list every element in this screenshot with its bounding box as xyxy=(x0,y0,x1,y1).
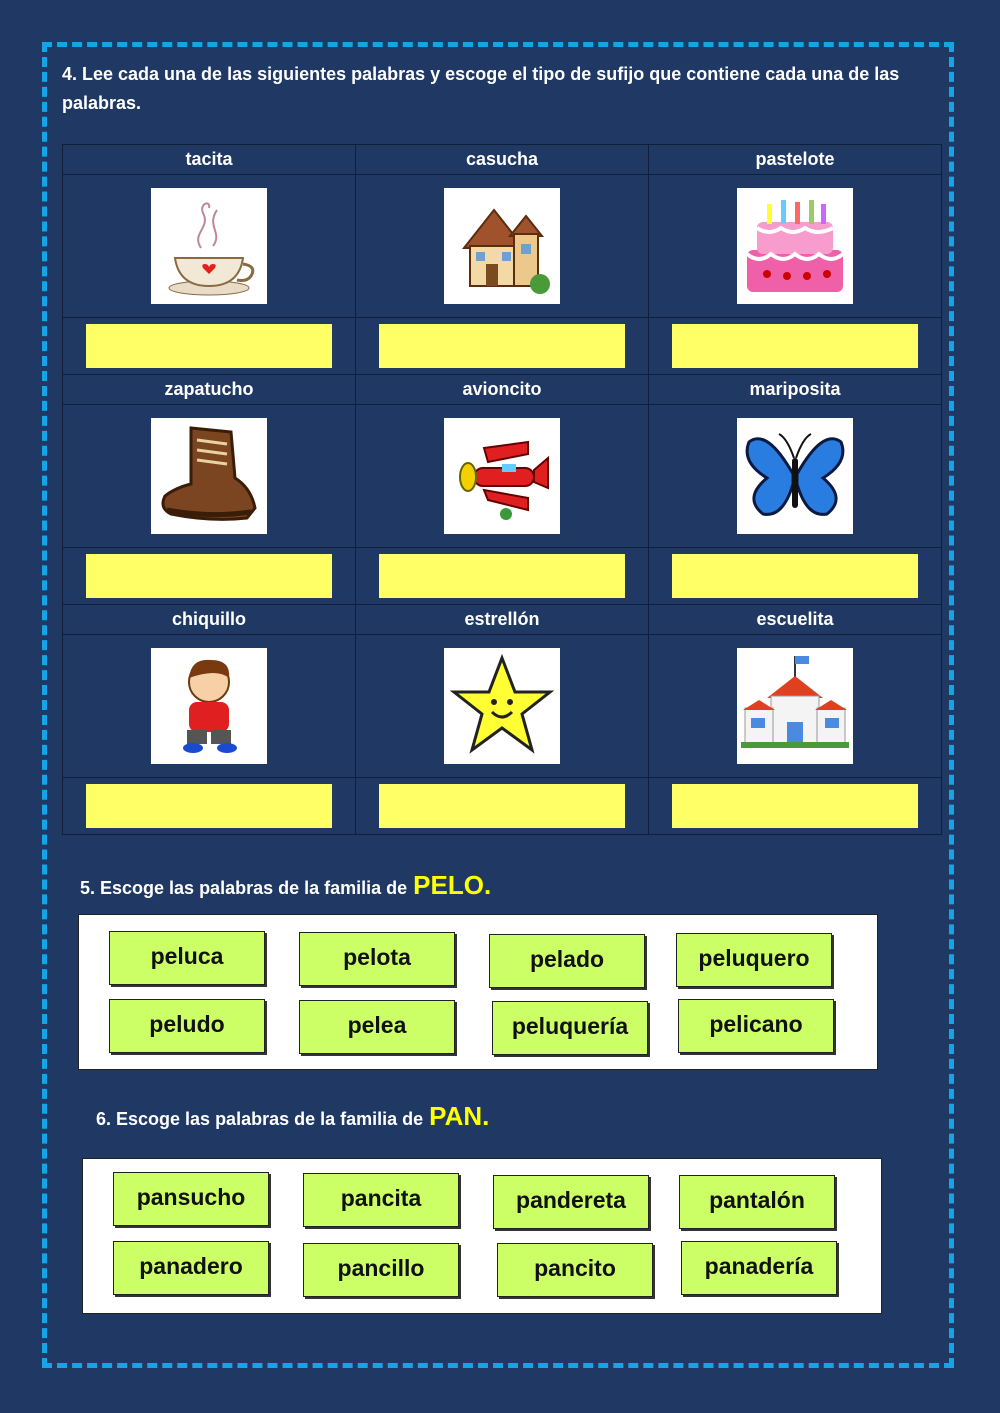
teacup-image xyxy=(151,188,267,304)
boy-image xyxy=(151,648,267,764)
question-5-options-panel xyxy=(78,914,878,1070)
option-chip[interactable]: pansucho xyxy=(113,1172,269,1226)
answer-box[interactable] xyxy=(86,324,332,368)
word-label: casucha xyxy=(356,145,649,175)
option-chip[interactable]: pantalón xyxy=(679,1175,835,1229)
question-5-prefix: 5. Escoge las palabras de la familia de xyxy=(80,878,408,898)
answer-box[interactable] xyxy=(86,784,332,828)
word-label: zapatucho xyxy=(63,375,356,405)
question-6-heading xyxy=(96,1101,489,1132)
option-chip[interactable]: pancito xyxy=(497,1243,653,1297)
word-grid xyxy=(62,144,942,835)
word-label: avioncito xyxy=(356,375,649,405)
answer-box[interactable] xyxy=(379,554,625,598)
question-4-instruction: 4. Lee cada una de las siguientes palabras y escoge el tipo de sufijo que contiene cada una de las palabras. xyxy=(62,64,900,113)
school-image xyxy=(737,648,853,764)
question-6-options-panel xyxy=(82,1158,882,1314)
cake-image xyxy=(737,188,853,304)
word-label: escuelita xyxy=(649,605,942,635)
word-label: estrellón xyxy=(356,605,649,635)
word-label: tacita xyxy=(63,145,356,175)
question-5-keyword: PELO. xyxy=(413,870,492,900)
option-chip[interactable]: pelea xyxy=(299,1000,455,1054)
option-chip[interactable]: peludo xyxy=(109,999,265,1053)
option-chip[interactable]: pancillo xyxy=(303,1243,459,1297)
answer-box[interactable] xyxy=(379,784,625,828)
answer-box[interactable] xyxy=(86,554,332,598)
question-5-heading xyxy=(80,870,491,901)
option-chip[interactable]: peluquería xyxy=(492,1001,648,1055)
option-chip[interactable]: panadero xyxy=(113,1241,269,1295)
option-chip[interactable]: pelado xyxy=(489,934,645,988)
butterfly-image xyxy=(737,418,853,534)
word-label: pastelote xyxy=(649,145,942,175)
option-chip[interactable]: peluquero xyxy=(676,933,832,987)
boot-image xyxy=(151,418,267,534)
question-6-keyword: PAN. xyxy=(429,1101,490,1131)
house-image xyxy=(444,188,560,304)
word-label: chiquillo xyxy=(63,605,356,635)
option-chip[interactable]: peluca xyxy=(109,931,265,985)
option-chip[interactable]: pandereta xyxy=(493,1175,649,1229)
airplane-image xyxy=(444,418,560,534)
answer-box[interactable] xyxy=(672,554,918,598)
option-chip[interactable]: pelicano xyxy=(678,999,834,1053)
question-6-prefix: 6. Escoge las palabras de la familia de xyxy=(96,1109,424,1129)
answer-box[interactable] xyxy=(672,324,918,368)
answer-box[interactable] xyxy=(672,784,918,828)
answer-box[interactable] xyxy=(379,324,625,368)
word-label: mariposita xyxy=(649,375,942,405)
option-chip[interactable]: panadería xyxy=(681,1241,837,1295)
option-chip[interactable]: pelota xyxy=(299,932,455,986)
star-image xyxy=(444,648,560,764)
option-chip[interactable]: pancita xyxy=(303,1173,459,1227)
